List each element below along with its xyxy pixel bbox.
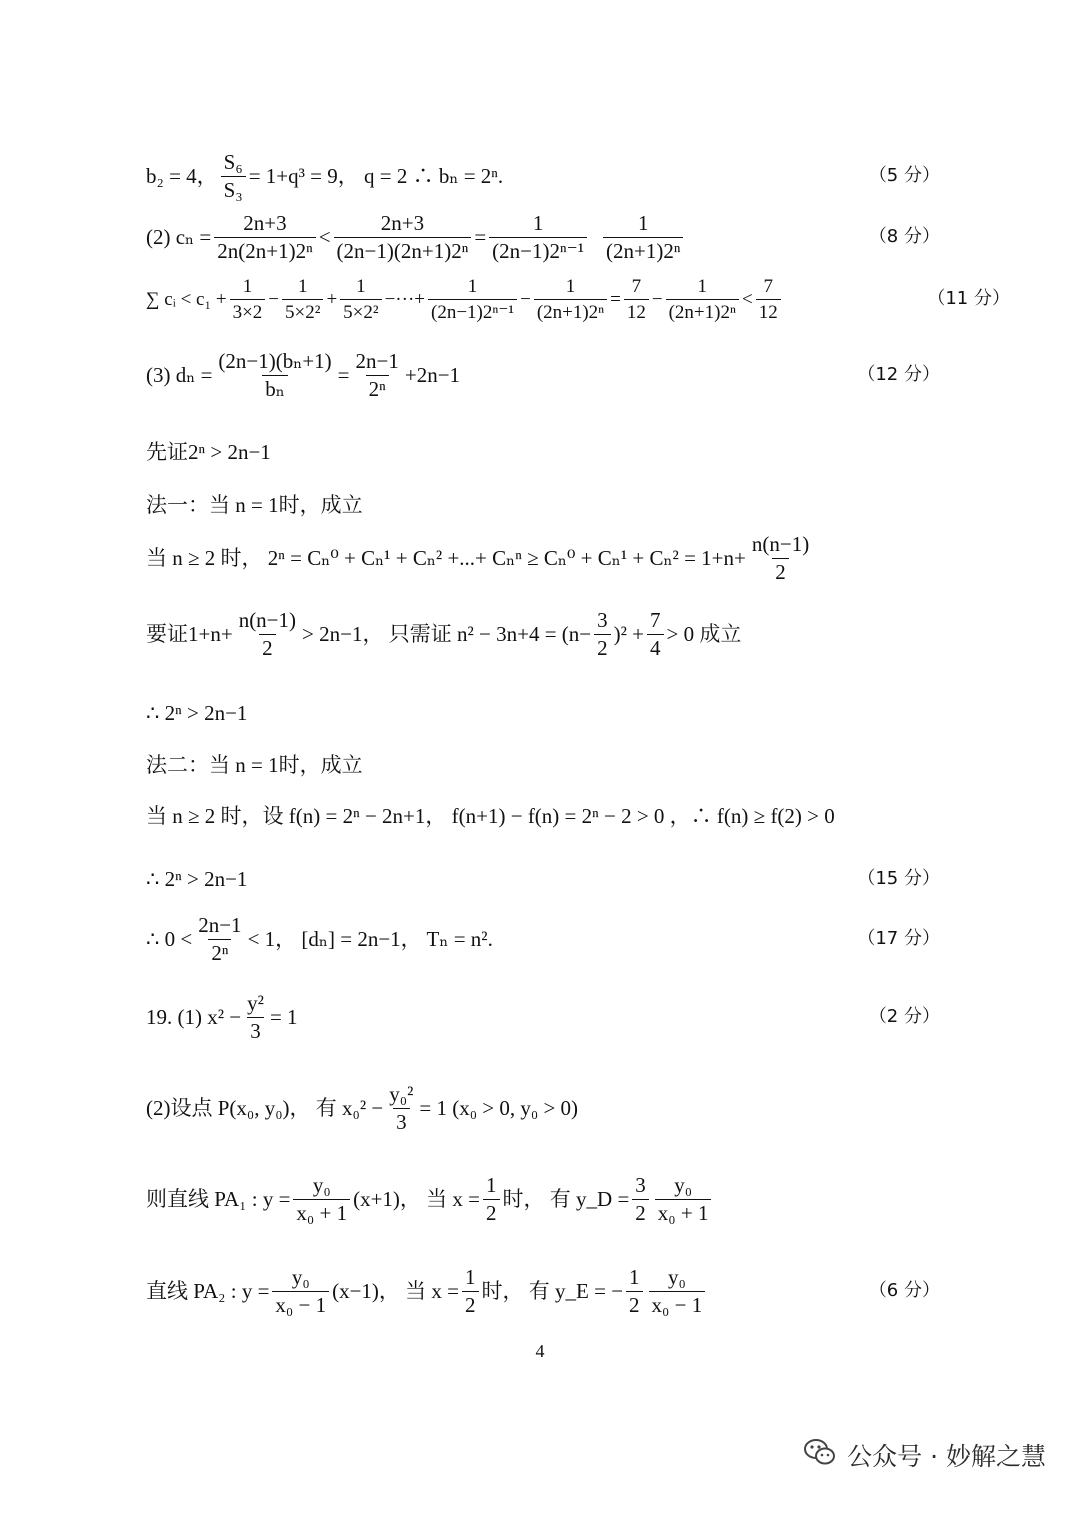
numerator: 7 [650,607,661,632]
text: (3) dₙ = [146,362,213,387]
fraction [624,277,649,322]
numerator: 7 [763,275,773,297]
numerator: 2n−1 [198,912,242,937]
denominator: 4 [647,634,664,659]
text: = [337,362,350,387]
numerator: 7 [631,275,642,297]
line-therefore-2 [146,864,940,894]
numerator: y² [247,990,264,1015]
fraction [647,607,664,660]
text: ∴ 0 < [146,926,193,951]
line-binomial [146,530,940,586]
denominator: x₀ + 1 [655,1199,712,1224]
text: = [474,224,487,249]
text: +2n−1 [404,362,461,387]
fraction [195,912,244,965]
fraction [386,1081,416,1134]
fraction [221,149,246,202]
denominator: 2ⁿ [366,375,389,400]
numerator: 3 [635,1172,646,1197]
score-label: （15 分） [857,868,940,889]
denominator: x₀ + 1 [293,1199,350,1224]
line-pa2 [146,1262,940,1320]
numerator: n(n−1) [751,531,810,556]
denominator: 12 [624,299,649,322]
denominator: S₃ [221,176,246,201]
denominator: 2 [626,1291,643,1316]
denominator: (2n−1)(2n+1)2ⁿ [334,237,472,262]
fraction [594,607,611,660]
numerator: 1 [486,1172,497,1197]
text: (x+1)， 当 x = [353,1186,481,1211]
text: ∴ 2ⁿ > 2n−1 [146,866,248,891]
fraction [666,277,739,322]
score-label: （2 分） [868,1006,940,1027]
score-label: （17 分） [857,928,940,949]
text: = [610,288,621,310]
score-label: （11 分） [927,288,1010,309]
text: 先证2ⁿ > 2n−1 [146,439,271,464]
text: < 1， [dₙ] = 2n−1， Tₙ = n². [247,926,493,951]
denominator: 2n(2n+1)2ⁿ [214,237,315,262]
denominator: 12 [756,299,781,322]
wechat-icon [803,1437,837,1473]
text: 时， 有 y_D = [502,1186,630,1211]
denominator: 2 [594,634,611,659]
text: > 2n−1， 只需证 n² − 3n+4 = (n− [302,621,592,646]
numerator: 2n+3 [380,210,425,235]
line-method-two [146,750,940,780]
text: − [520,288,531,310]
denominator: 2 [259,634,276,659]
numerator: 1 [637,210,649,235]
fraction [272,1264,329,1317]
denominator: (2n+1)2ⁿ [603,237,683,262]
numerator: (2n−1)(bₙ+1) [218,348,332,373]
text: < [318,224,331,249]
text: 19. (1) x² − [146,1004,242,1029]
text: 当 n ≥ 2 时，设 f(n) = 2ⁿ − 2n+1， f(n+1) − f(n) = 2ⁿ − 2 > 0 ，∴ f(n) ≥ f(2) > 0 [146,803,835,828]
line-need-prove [146,606,940,662]
denominator: x₀ − 1 [649,1291,706,1316]
fraction [626,1264,643,1317]
text: 直线 PA₂ : y = [146,1278,270,1303]
text: + [326,288,338,310]
denominator: 2 [462,1291,479,1316]
numerator: y₀ [667,1264,686,1289]
denominator: 3×2 [230,299,266,322]
numerator: 3 [597,607,608,632]
text: 法一：当 n = 1时，成立 [146,492,363,517]
fraction [462,1264,479,1317]
numerator: 2n−1 [355,348,399,373]
text: = 1+q³ = 9， q = 2 ∴ bₙ = 2ⁿ. [248,163,504,188]
fraction [244,990,267,1043]
fraction [428,277,517,322]
text: 时， 有 y_E = − [481,1278,624,1303]
line-q19-part1 [146,990,940,1044]
score-label: （5 分） [868,165,940,186]
watermark [803,1437,1046,1473]
numerator: 1 [532,210,544,235]
numerator: 1 [242,275,253,297]
line-method-one [146,490,940,520]
fraction [282,277,323,322]
fraction [236,607,299,660]
denominator: 2 [483,1199,500,1224]
score-label: （8 分） [868,226,940,247]
denominator: (2n−1)2ⁿ⁻¹ [428,299,517,322]
text: b₂ = 4， [146,163,218,188]
text: (x−1)， 当 x = [332,1278,460,1303]
fraction [749,531,812,584]
numerator: y₀ [291,1264,310,1289]
fraction [489,210,587,263]
text: (2)设点 P(x₀, y₀)， 有 x₀² − [146,1095,384,1120]
numerator: 1 [465,1264,476,1289]
text: = 1 [269,1004,298,1029]
fraction [655,1172,712,1225]
fraction [340,277,381,322]
fraction [230,277,266,322]
text: = 1 (x₀ > 0, y₀ > 0) [419,1095,579,1120]
denominator: 2 [632,1199,649,1224]
denominator: 3 [393,1108,410,1133]
text: 当 n ≥ 2 时， 2ⁿ = Cₙ⁰ + Cₙ¹ + Cₙ² +...+ Cₙⁿ ≥ Cₙ⁰ + Cₙ¹ + Cₙ² = 1+n+ [146,545,746,570]
fraction [214,210,315,263]
numerator: 1 [697,275,708,297]
numerator: S₆ [223,149,243,174]
line-floor-dn [146,912,940,966]
line-sum-ci [146,274,1010,324]
numerator: 1 [356,275,366,297]
text: − [651,288,663,310]
text: )² + [613,621,645,646]
text: 法二：当 n = 1时，成立 [146,752,363,777]
numerator: 2n+3 [243,210,287,235]
fraction [293,1172,350,1225]
page-number: 4 [535,1341,545,1361]
line-prove-first [146,436,940,468]
watermark-text: 公众号 · 妙解之慧 [847,1442,1046,1471]
denominator: (2n+1)2ⁿ [666,299,739,322]
text: ∴ 2ⁿ > 2n−1 [146,700,248,725]
score-label: （12 分） [857,364,940,385]
denominator: 5×2² [282,299,323,322]
numerator: n(n−1) [238,607,297,632]
line-cn [146,212,940,262]
fraction [534,277,607,322]
numerator: 1 [629,1264,640,1289]
denominator: (2n+1)2ⁿ [534,299,607,322]
text: > 0 成立 [666,621,742,646]
line-therefore-1 [146,698,940,728]
denominator: x₀ − 1 [272,1291,329,1316]
numerator: 1 [565,275,576,297]
numerator: y₀ [312,1172,331,1197]
fraction [632,1172,649,1225]
numerator: 1 [297,275,308,297]
denominator: 5×2² [340,299,381,322]
line-point-p [146,1080,940,1136]
fraction [483,1172,500,1225]
line-b2-q [146,149,940,202]
fraction [603,210,683,263]
text: − [268,288,280,310]
fraction [334,210,472,263]
fraction [353,348,402,401]
fraction [215,348,334,401]
numerator: y₀ [674,1172,693,1197]
denominator: bₙ [262,375,288,400]
text: 则直线 PA₁ : y = [146,1186,291,1211]
text: (2) cₙ = [146,224,212,249]
fraction [756,277,781,322]
denominator: 2ⁿ [208,939,231,964]
numerator: 1 [467,275,478,297]
line-function-f [146,800,940,832]
line-dn [146,348,940,402]
text: ∑ cᵢ < c₁ + [146,288,227,310]
denominator: 3 [247,1017,264,1042]
score-label: （6 分） [868,1280,940,1301]
fraction [649,1264,706,1317]
denominator: 2 [772,558,789,583]
numerator: y₀² [389,1081,414,1106]
text: 要证1+n+ [146,621,233,646]
text: < [741,288,753,310]
line-pa1 [146,1170,940,1228]
text: −···+ [384,288,425,310]
denominator: (2n−1)2ⁿ⁻¹ [489,237,587,262]
